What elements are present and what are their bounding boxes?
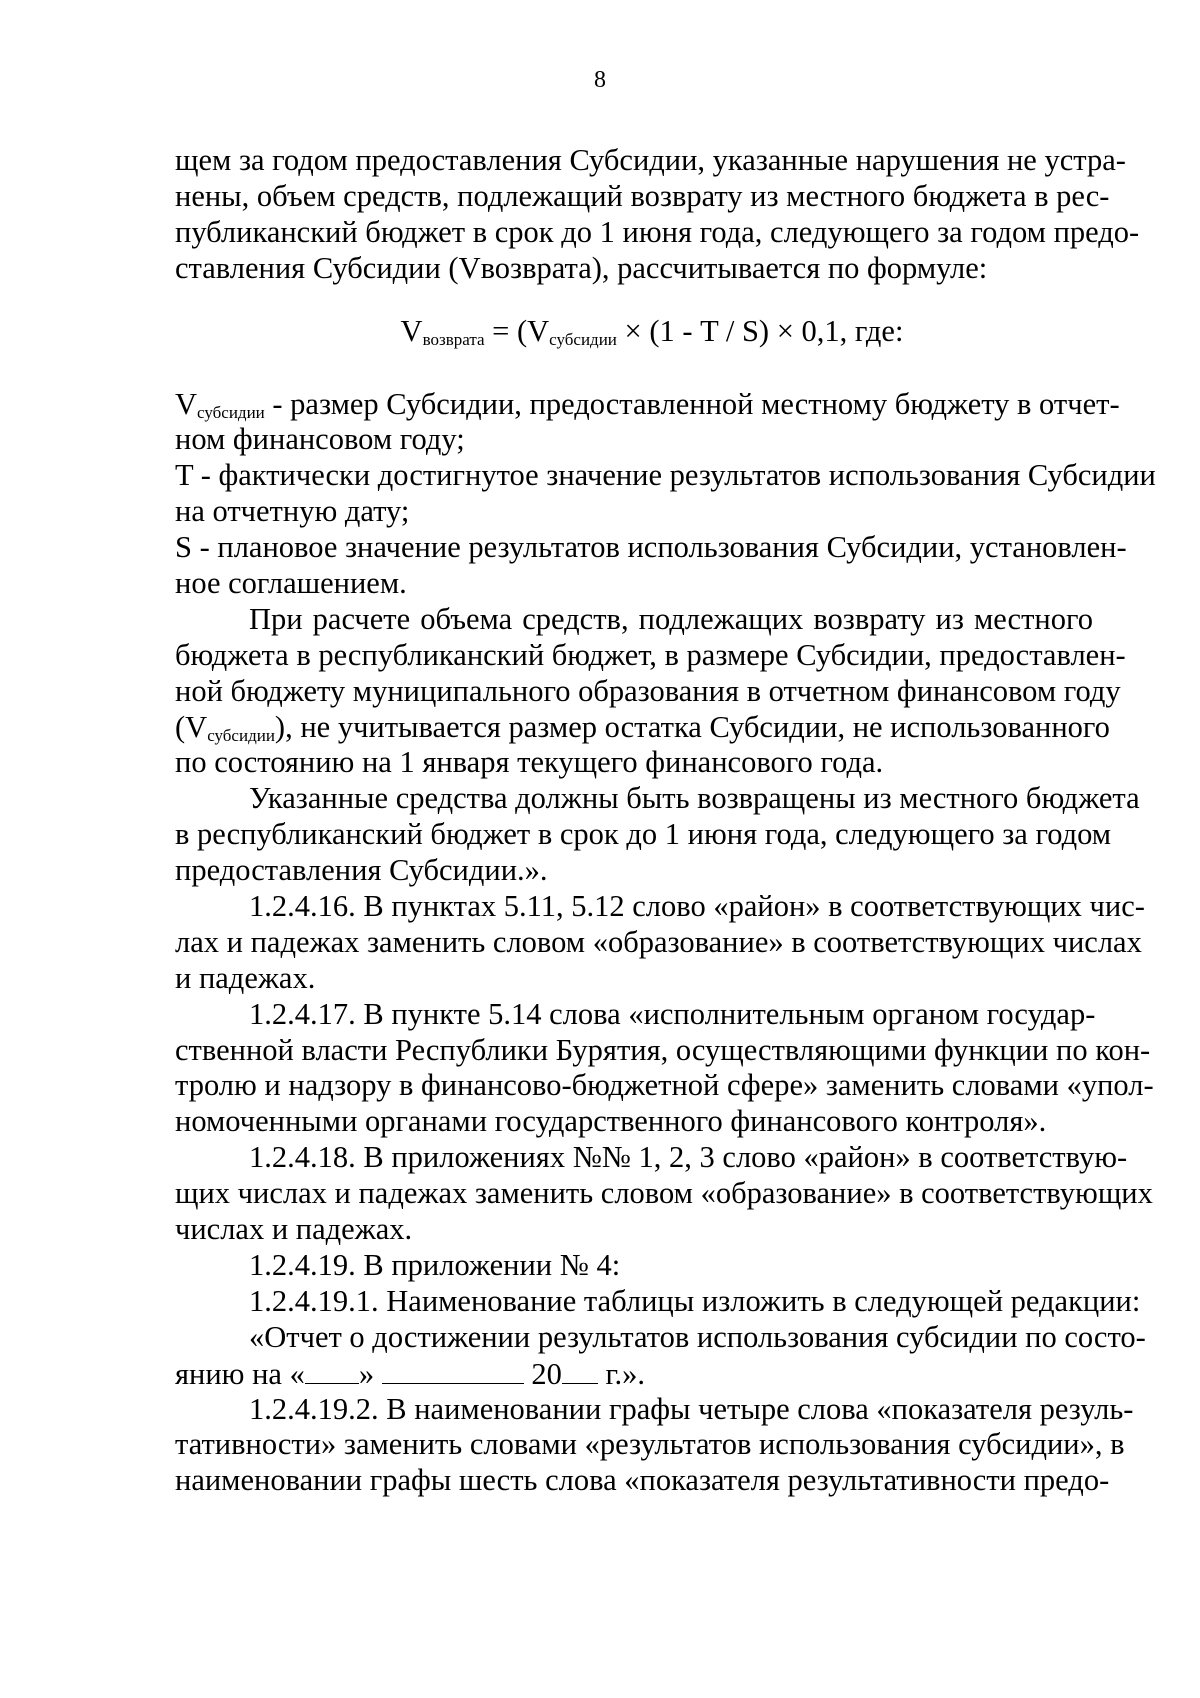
text-line: тролю и надзору в финансово-бюджетной сфере» заменить словами «упол-: [175, 1068, 1154, 1103]
blank-month: [382, 1356, 524, 1384]
text-line: наименовании графы шесть слова «показателя результативности предо-: [175, 1463, 1110, 1498]
text-line: 1.2.4.17. В пункте 5.14 слова «исполнительным органом государ-: [249, 996, 1096, 1031]
paragraph-calculation: [175, 601, 1126, 781]
paragraph-1-2-4-18: [175, 1140, 1153, 1248]
paragraph-1-2-4-16: [175, 889, 1145, 997]
text-line: ном финансовом году;: [175, 422, 465, 457]
formula-eq: = (V: [484, 313, 550, 348]
text-line: тативности» заменить словами «результатов использования субсидии», в: [175, 1427, 1125, 1462]
text-line: ной бюджету муниципального образования в отчетном финансовом году: [175, 673, 1121, 708]
page-number: 8: [594, 67, 606, 93]
paragraph-1-2-4-17: [175, 996, 1154, 1141]
paragraph-1-2-4-19-1: 1.2.4.19.1. Наименование таблицы изложить в следующей редакции:: [249, 1283, 1141, 1318]
text-line: бюджета в республиканский бюджет, в размере Субсидии, предоставлен-: [175, 637, 1126, 672]
text-line: публиканский бюджет в срок до 1 июня года, следующего за годом предо-: [175, 214, 1140, 249]
text-line: При расчете объема средств, подлежащих возврату из местного: [249, 601, 1093, 636]
text-line: числах и падежах.: [175, 1212, 413, 1247]
formula-subsidy-subscript: субсидии: [549, 329, 617, 349]
definition-t-line: T - фактически достигнутое значение результатов использования Субсидии: [175, 458, 1156, 493]
formula-rest: × (1 - T / S) × 0,1, где:: [616, 313, 904, 348]
text-line: по состоянию на 1 января текущего финансового года.: [175, 745, 884, 780]
paragraph-1-2-4-19: 1.2.4.19. В приложении № 4:: [249, 1247, 621, 1282]
paragraph-return: [175, 781, 1140, 889]
text-line: «Отчет о достижении результатов использования субсидии по состо-: [249, 1319, 1146, 1354]
formula-v: V: [400, 313, 423, 348]
text-line: на отчетную дату;: [175, 494, 410, 529]
text-line: щих числах и падежах заменить словом «образование» в соответствующих: [175, 1176, 1153, 1211]
text-line: 1.2.4.16. В пунктах 5.11, 5.12 слово «район» в соответствующих чис-: [249, 889, 1145, 924]
definitions: [175, 386, 1156, 602]
paragraph-1-2-4-19-2: [175, 1391, 1134, 1500]
text-line: 1.2.4.19.2. В наименовании графы четыре слова «показателя резуль-: [249, 1391, 1134, 1426]
definition-s-line: S - плановое значение результатов использования Субсидии, установлен-: [175, 530, 1127, 565]
text-line: $(V_{субсидии})$, не учитывается размер остатка Субсидии, не использованного: [175, 709, 1110, 745]
text-line: в республиканский бюджет в срок до 1 июня года, следующего за годом: [175, 817, 1112, 852]
text-line: ное соглашением.: [175, 566, 407, 601]
text-line: ставления Субсидии (Vвозврата), рассчитывается по формуле:: [175, 250, 988, 285]
text-line: ственной власти Республики Бурятия, осуществляющими функции по кон-: [175, 1032, 1151, 1067]
definition-v-line: $V_{субсидии}$ - размер Субсидии, предоставленной местному бюджету в отчет-: [175, 386, 1120, 422]
text-line: номоченными органами государственного финансового контроля».: [175, 1104, 1047, 1139]
text-line: лах и падежах заменить словом «образование» в соответствующих числах: [175, 924, 1142, 959]
paragraph-continuation: [175, 143, 1140, 287]
paragraph-report-title: [175, 1319, 1146, 1392]
blank-day: [305, 1356, 359, 1384]
text-line: нены, объем средств, подлежащий возврату из местного бюджета в рес-: [175, 178, 1110, 213]
formula: [175, 314, 1093, 350]
document-body: [175, 143, 1156, 1499]
blank-year: [562, 1356, 598, 1384]
formula-v-subscript: возврата: [422, 329, 485, 349]
text-line: и падежах.: [175, 960, 316, 995]
text-line: 1.2.4.18. В приложениях №№ 1, 2, 3 слово «район» в соответствую-: [249, 1140, 1128, 1175]
text-line: щем за годом предоставления Субсидии, указанные нарушения не устра-: [175, 143, 1126, 177]
text-line: предоставления Субсидии.».: [175, 853, 548, 888]
text-line: Указанные средства должны быть возвращены из местного бюджета: [249, 781, 1140, 816]
text-line-with-blanks: янию на « » 20 г.».: [175, 1356, 646, 1391]
